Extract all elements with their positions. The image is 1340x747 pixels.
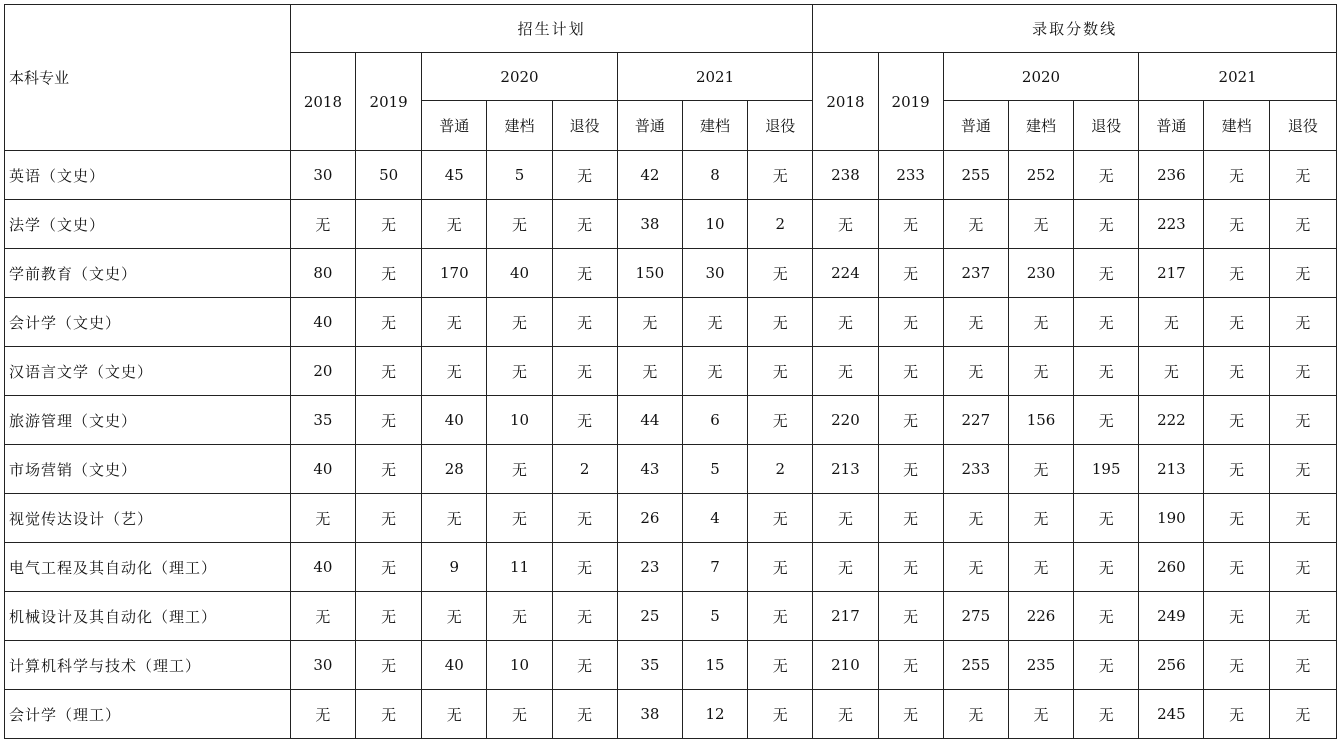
table-cell: 10 (682, 200, 747, 249)
table-cell: 40 (290, 543, 355, 592)
table-cell: 无 (487, 298, 552, 347)
table-cell: 2 (748, 200, 813, 249)
table-cell: 无 (878, 592, 943, 641)
major-name: 学前教育（文史） (5, 249, 291, 298)
table-cell: 无 (1204, 445, 1269, 494)
table-cell: 无 (943, 690, 1008, 739)
major-name: 汉语言文学（文史） (5, 347, 291, 396)
table-cell: 220 (813, 396, 878, 445)
table-cell: 15 (682, 641, 747, 690)
table-cell: 无 (552, 690, 617, 739)
table-cell: 10 (487, 396, 552, 445)
major-name: 市场营销（文史） (5, 445, 291, 494)
table-cell: 无 (1008, 347, 1073, 396)
table-cell: 40 (290, 298, 355, 347)
table-cell: 无 (878, 641, 943, 690)
table-cell: 无 (552, 347, 617, 396)
table-cell: 无 (1269, 641, 1336, 690)
table-cell: 43 (617, 445, 682, 494)
table-cell: 2 (748, 445, 813, 494)
year-header-2018-score: 2018 (813, 53, 878, 151)
table-cell: 11 (487, 543, 552, 592)
table-cell: 无 (1204, 592, 1269, 641)
table-cell: 无 (878, 690, 943, 739)
table-cell: 8 (682, 151, 747, 200)
year-header-2020-score: 2020 (943, 53, 1139, 101)
sub-header-veteran: 退役 (1074, 101, 1139, 151)
table-cell: 12 (682, 690, 747, 739)
table-cell: 无 (422, 347, 487, 396)
table-cell: 256 (1139, 641, 1204, 690)
table-cell: 190 (1139, 494, 1204, 543)
table-cell: 无 (617, 347, 682, 396)
table-row (5, 200, 1337, 249)
table-cell: 7 (682, 543, 747, 592)
table-cell: 无 (1204, 298, 1269, 347)
sub-header-normal: 普通 (943, 101, 1008, 151)
table-row (5, 641, 1337, 690)
table-cell: 无 (1204, 690, 1269, 739)
table-cell: 无 (748, 494, 813, 543)
major-name: 英语（文史） (5, 151, 291, 200)
table-cell: 无 (878, 494, 943, 543)
table-row (5, 445, 1337, 494)
table-cell: 4 (682, 494, 747, 543)
table-cell: 无 (878, 396, 943, 445)
table-cell: 无 (1269, 249, 1336, 298)
table-cell: 无 (1204, 249, 1269, 298)
table-cell: 无 (617, 298, 682, 347)
table-cell: 249 (1139, 592, 1204, 641)
table-cell: 无 (943, 347, 1008, 396)
table-row (5, 543, 1337, 592)
table-cell: 233 (943, 445, 1008, 494)
table-cell: 210 (813, 641, 878, 690)
table-cell: 245 (1139, 690, 1204, 739)
table-cell: 无 (1074, 249, 1139, 298)
table-cell: 223 (1139, 200, 1204, 249)
table-cell: 无 (487, 200, 552, 249)
group-header-plan: 招生计划 (290, 5, 813, 53)
table-cell: 无 (748, 396, 813, 445)
table-cell: 无 (748, 298, 813, 347)
table-cell: 30 (682, 249, 747, 298)
table-cell: 无 (1008, 494, 1073, 543)
table-cell: 无 (682, 298, 747, 347)
table-cell: 无 (748, 641, 813, 690)
table-cell: 150 (617, 249, 682, 298)
table-cell: 无 (748, 592, 813, 641)
table-cell: 无 (748, 347, 813, 396)
table-cell: 80 (290, 249, 355, 298)
table-cell: 255 (943, 641, 1008, 690)
table-cell: 无 (1074, 347, 1139, 396)
table-cell: 227 (943, 396, 1008, 445)
table-cell: 无 (356, 494, 422, 543)
year-header-2019-plan: 2019 (356, 53, 422, 151)
table-cell: 无 (290, 200, 355, 249)
table-cell: 无 (813, 690, 878, 739)
table-cell: 无 (552, 543, 617, 592)
major-name: 机械设计及其自动化（理工） (5, 592, 291, 641)
table-row (5, 151, 1337, 200)
table-cell: 35 (290, 396, 355, 445)
table-cell: 5 (487, 151, 552, 200)
corner-header-major: 本科专业 (5, 5, 291, 151)
table-cell: 无 (682, 347, 747, 396)
table-cell: 无 (1269, 690, 1336, 739)
table-cell: 无 (1269, 200, 1336, 249)
table-cell: 无 (878, 200, 943, 249)
table-cell: 无 (356, 347, 422, 396)
sub-header-veteran: 退役 (1269, 101, 1336, 151)
major-name: 法学（文史） (5, 200, 291, 249)
table-cell: 无 (1204, 641, 1269, 690)
table-cell: 170 (422, 249, 487, 298)
table-cell: 无 (878, 347, 943, 396)
year-header-2021-score: 2021 (1139, 53, 1337, 101)
table-cell: 5 (682, 445, 747, 494)
table-cell: 无 (878, 543, 943, 592)
table-cell: 无 (1008, 690, 1073, 739)
year-header-2019-score: 2019 (878, 53, 943, 151)
table-cell: 无 (356, 200, 422, 249)
table-cell: 30 (290, 641, 355, 690)
table-cell: 224 (813, 249, 878, 298)
sub-header-normal: 普通 (1139, 101, 1204, 151)
table-cell: 无 (552, 592, 617, 641)
table-cell: 无 (1269, 347, 1336, 396)
table-cell: 无 (356, 445, 422, 494)
table-cell: 无 (1008, 298, 1073, 347)
table-cell: 50 (356, 151, 422, 200)
table-cell: 无 (290, 494, 355, 543)
table-cell: 无 (290, 690, 355, 739)
table-cell: 无 (552, 494, 617, 543)
table-cell: 255 (943, 151, 1008, 200)
table-cell: 无 (1269, 494, 1336, 543)
table-cell: 无 (878, 445, 943, 494)
table-cell: 无 (552, 298, 617, 347)
table-cell: 233 (878, 151, 943, 200)
table-cell: 无 (487, 347, 552, 396)
table-cell: 230 (1008, 249, 1073, 298)
major-name: 会计学（理工） (5, 690, 291, 739)
table-row (5, 249, 1337, 298)
table-cell: 无 (1074, 396, 1139, 445)
major-name: 旅游管理（文史） (5, 396, 291, 445)
table-cell: 无 (356, 396, 422, 445)
table-cell: 无 (1204, 151, 1269, 200)
table-cell: 38 (617, 200, 682, 249)
table-cell: 5 (682, 592, 747, 641)
table-cell: 222 (1139, 396, 1204, 445)
table-cell: 9 (422, 543, 487, 592)
table-cell: 40 (422, 396, 487, 445)
table-cell: 无 (943, 298, 1008, 347)
table-cell: 30 (290, 151, 355, 200)
sub-header-archive: 建档 (487, 101, 552, 151)
table-cell: 无 (356, 641, 422, 690)
table-cell: 无 (356, 690, 422, 739)
table-cell: 无 (1008, 445, 1073, 494)
table-cell: 无 (813, 200, 878, 249)
table-cell: 无 (943, 200, 1008, 249)
table-cell: 无 (943, 494, 1008, 543)
table-cell: 236 (1139, 151, 1204, 200)
table-cell: 无 (422, 200, 487, 249)
major-name: 视觉传达设计（艺） (5, 494, 291, 543)
table-cell: 235 (1008, 641, 1073, 690)
table-cell: 无 (943, 543, 1008, 592)
table-cell: 无 (813, 298, 878, 347)
table-cell: 40 (487, 249, 552, 298)
table-cell: 无 (813, 494, 878, 543)
year-header-2020-plan: 2020 (422, 53, 618, 101)
sub-header-archive: 建档 (1204, 101, 1269, 151)
table-cell: 无 (748, 690, 813, 739)
table-cell: 44 (617, 396, 682, 445)
table-cell: 无 (878, 298, 943, 347)
table-row (5, 690, 1337, 739)
table-cell: 无 (748, 543, 813, 592)
table-cell: 275 (943, 592, 1008, 641)
table-cell: 无 (1204, 200, 1269, 249)
table-row (5, 298, 1337, 347)
table-row (5, 494, 1337, 543)
table-cell: 无 (1074, 151, 1139, 200)
table-cell: 无 (1269, 543, 1336, 592)
table-cell: 26 (617, 494, 682, 543)
sub-header-normal: 普通 (422, 101, 487, 151)
table-cell: 无 (356, 592, 422, 641)
table-cell: 无 (356, 298, 422, 347)
table-cell: 无 (552, 396, 617, 445)
table-cell: 无 (1074, 494, 1139, 543)
table-cell: 2 (552, 445, 617, 494)
table-cell: 无 (1204, 347, 1269, 396)
table-cell: 无 (1204, 494, 1269, 543)
table-cell: 无 (422, 298, 487, 347)
table-cell: 217 (813, 592, 878, 641)
table-cell: 35 (617, 641, 682, 690)
table-cell: 无 (878, 249, 943, 298)
table-cell: 无 (1074, 690, 1139, 739)
major-name: 计算机科学与技术（理工） (5, 641, 291, 690)
year-header-2021-plan: 2021 (617, 53, 813, 101)
table-cell: 38 (617, 690, 682, 739)
admissions-table (4, 4, 1337, 739)
table-cell: 无 (487, 445, 552, 494)
table-cell: 无 (813, 543, 878, 592)
table-cell: 23 (617, 543, 682, 592)
sub-header-normal: 普通 (617, 101, 682, 151)
table-cell: 无 (487, 494, 552, 543)
table-cell: 28 (422, 445, 487, 494)
table-cell: 无 (1074, 641, 1139, 690)
table-cell: 40 (422, 641, 487, 690)
table-cell: 213 (1139, 445, 1204, 494)
table-cell: 无 (1269, 396, 1336, 445)
table-row (5, 592, 1337, 641)
table-cell: 6 (682, 396, 747, 445)
table-cell: 无 (422, 592, 487, 641)
table-cell: 260 (1139, 543, 1204, 592)
table-cell: 无 (487, 690, 552, 739)
table-cell: 无 (552, 641, 617, 690)
table-cell: 无 (813, 347, 878, 396)
table-cell: 无 (1074, 592, 1139, 641)
table-cell: 无 (356, 543, 422, 592)
table-row (5, 347, 1337, 396)
table-cell: 无 (487, 592, 552, 641)
table-cell: 195 (1074, 445, 1139, 494)
table-cell: 无 (1269, 445, 1336, 494)
table-cell: 237 (943, 249, 1008, 298)
table-row (5, 396, 1337, 445)
table-cell: 无 (748, 249, 813, 298)
table-cell: 无 (552, 200, 617, 249)
table-cell: 45 (422, 151, 487, 200)
table-cell: 无 (356, 249, 422, 298)
table-cell: 无 (1269, 151, 1336, 200)
year-header-2018-plan: 2018 (290, 53, 355, 151)
table-cell: 无 (1074, 543, 1139, 592)
table-cell: 无 (1204, 543, 1269, 592)
table-cell: 25 (617, 592, 682, 641)
table-cell: 238 (813, 151, 878, 200)
table-cell: 156 (1008, 396, 1073, 445)
sub-header-veteran: 退役 (748, 101, 813, 151)
table-cell: 217 (1139, 249, 1204, 298)
table-cell: 无 (552, 151, 617, 200)
sub-header-archive: 建档 (1008, 101, 1073, 151)
major-name: 会计学（文史） (5, 298, 291, 347)
table-cell: 40 (290, 445, 355, 494)
table-cell: 无 (1008, 200, 1073, 249)
table-cell: 无 (290, 592, 355, 641)
table-cell: 无 (1139, 298, 1204, 347)
table-cell: 无 (1269, 298, 1336, 347)
table-cell: 无 (1074, 298, 1139, 347)
table-cell: 无 (422, 494, 487, 543)
table-cell: 无 (1074, 200, 1139, 249)
table-cell: 无 (1269, 592, 1336, 641)
table-cell: 无 (748, 151, 813, 200)
table-cell: 20 (290, 347, 355, 396)
sub-header-veteran: 退役 (552, 101, 617, 151)
table-cell: 无 (422, 690, 487, 739)
table-cell: 42 (617, 151, 682, 200)
major-name: 电气工程及其自动化（理工） (5, 543, 291, 592)
table-cell: 无 (1204, 396, 1269, 445)
table-cell: 无 (552, 249, 617, 298)
group-header-score: 录取分数线 (813, 5, 1337, 53)
table-cell: 213 (813, 445, 878, 494)
table-cell: 252 (1008, 151, 1073, 200)
table-cell: 10 (487, 641, 552, 690)
table-cell: 226 (1008, 592, 1073, 641)
table-cell: 无 (1139, 347, 1204, 396)
table-cell: 无 (1008, 543, 1073, 592)
sub-header-archive: 建档 (682, 101, 747, 151)
